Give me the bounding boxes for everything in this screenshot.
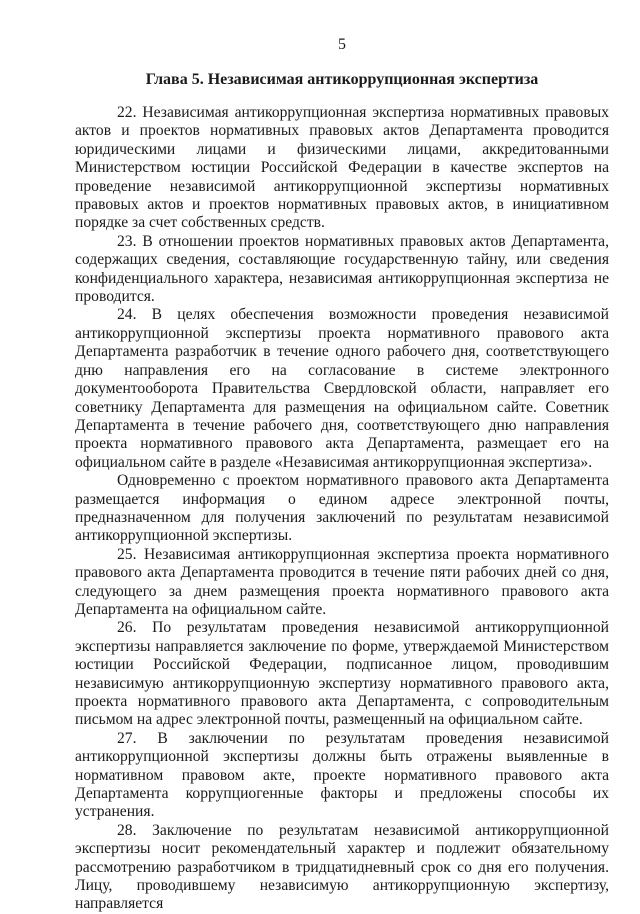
document-page xyxy=(75,0,609,913)
paragraph-27: 27. В заключении по результатам проведения независимой антикоррупционной экспертизы должны быть отражены выявленные в нормативном правовом акте, проекте нормативного правового акта Департамента коррупциогенные факторы и предложены способы их устранения. xyxy=(75,729,609,821)
chapter-title: Глава 5. Независимая антикоррупционная экспертиза xyxy=(145,71,539,88)
paragraph-23: 23. В отношении проектов нормативных правовых актов Департамента, содержащих сведения, составляющие государственную тайну, или сведения конфиденциального характера, независимая антикоррупционная экспертиза не проводится. xyxy=(75,232,609,306)
page-number: 5 xyxy=(338,36,346,53)
paragraph-25: 25. Независимая антикоррупционная экспертиза проекта нормативного правового акта Департамента проводится в течение пяти рабочих дней со дня, следующего за днем размещения проекта нормативного правового акта Департамента на официальном сайте. xyxy=(75,545,609,618)
paragraph-26: 26. По результатам проведения независимой антикоррупционной экспертизы направляется заключение по форме, утверждаемой Министерством юстиции Российской Федерации, подписанное лицом, проводившим независимую антикоррупционную экспертизу нормативного правового акта, проекта нормативного правового акта Департамента, с сопроводительным письмом на адрес электронной почты, размещенный на официальном сайте. xyxy=(75,619,609,729)
paragraph-24: 24. В целях обеспечения возможности проведения независимой антикоррупционной экспертизы проекта нормативного правового акта Департамента разработчик в течение одного рабочего дня, соответствующего дню направления его на согласование в системе электронного документооборота Правительства Свердловской области, направляет его советнику Департамента для размещения на официальном сайте. Советник Департамента в течение рабочего дня, соответствующего дню направления проекта нормативного правового акта Департамента, размещает его на официальном сайте в разделе «Независимая антикоррупционная экспертиза». xyxy=(75,306,609,471)
document-body xyxy=(75,104,609,914)
paragraph-22: 22. Независимая антикоррупционная экспертиза нормативных правовых актов и проектов нормативных правовых актов Департамента проводится юридическими лицами и физическими лицами, аккредитованными Министерством юстиции Российской Федерации в качестве экспертов на проведение независимой антикоррупционной экспертизы нормативных правовых актов и проектов нормативных правовых актов, в инициативном порядке за счет собственных средств. xyxy=(75,104,609,232)
paragraph-28: 28. Заключение по результатам независимой антикоррупционной экспертизы носит рекомендательный характер и подлежит обязательному рассмотрению разработчиком в тридцатидневный срок со дня его получения. Лицу, проводившему независимую антикоррупционную экспертизу, направляется xyxy=(75,821,609,913)
paragraph-24-continued: Одновременно с проектом нормативного правового акта Департамента размещается информация о едином адресе электронной почты, предназначенном для получения заключений по результатам независимой антикоррупционной экспертизы. xyxy=(75,472,609,545)
